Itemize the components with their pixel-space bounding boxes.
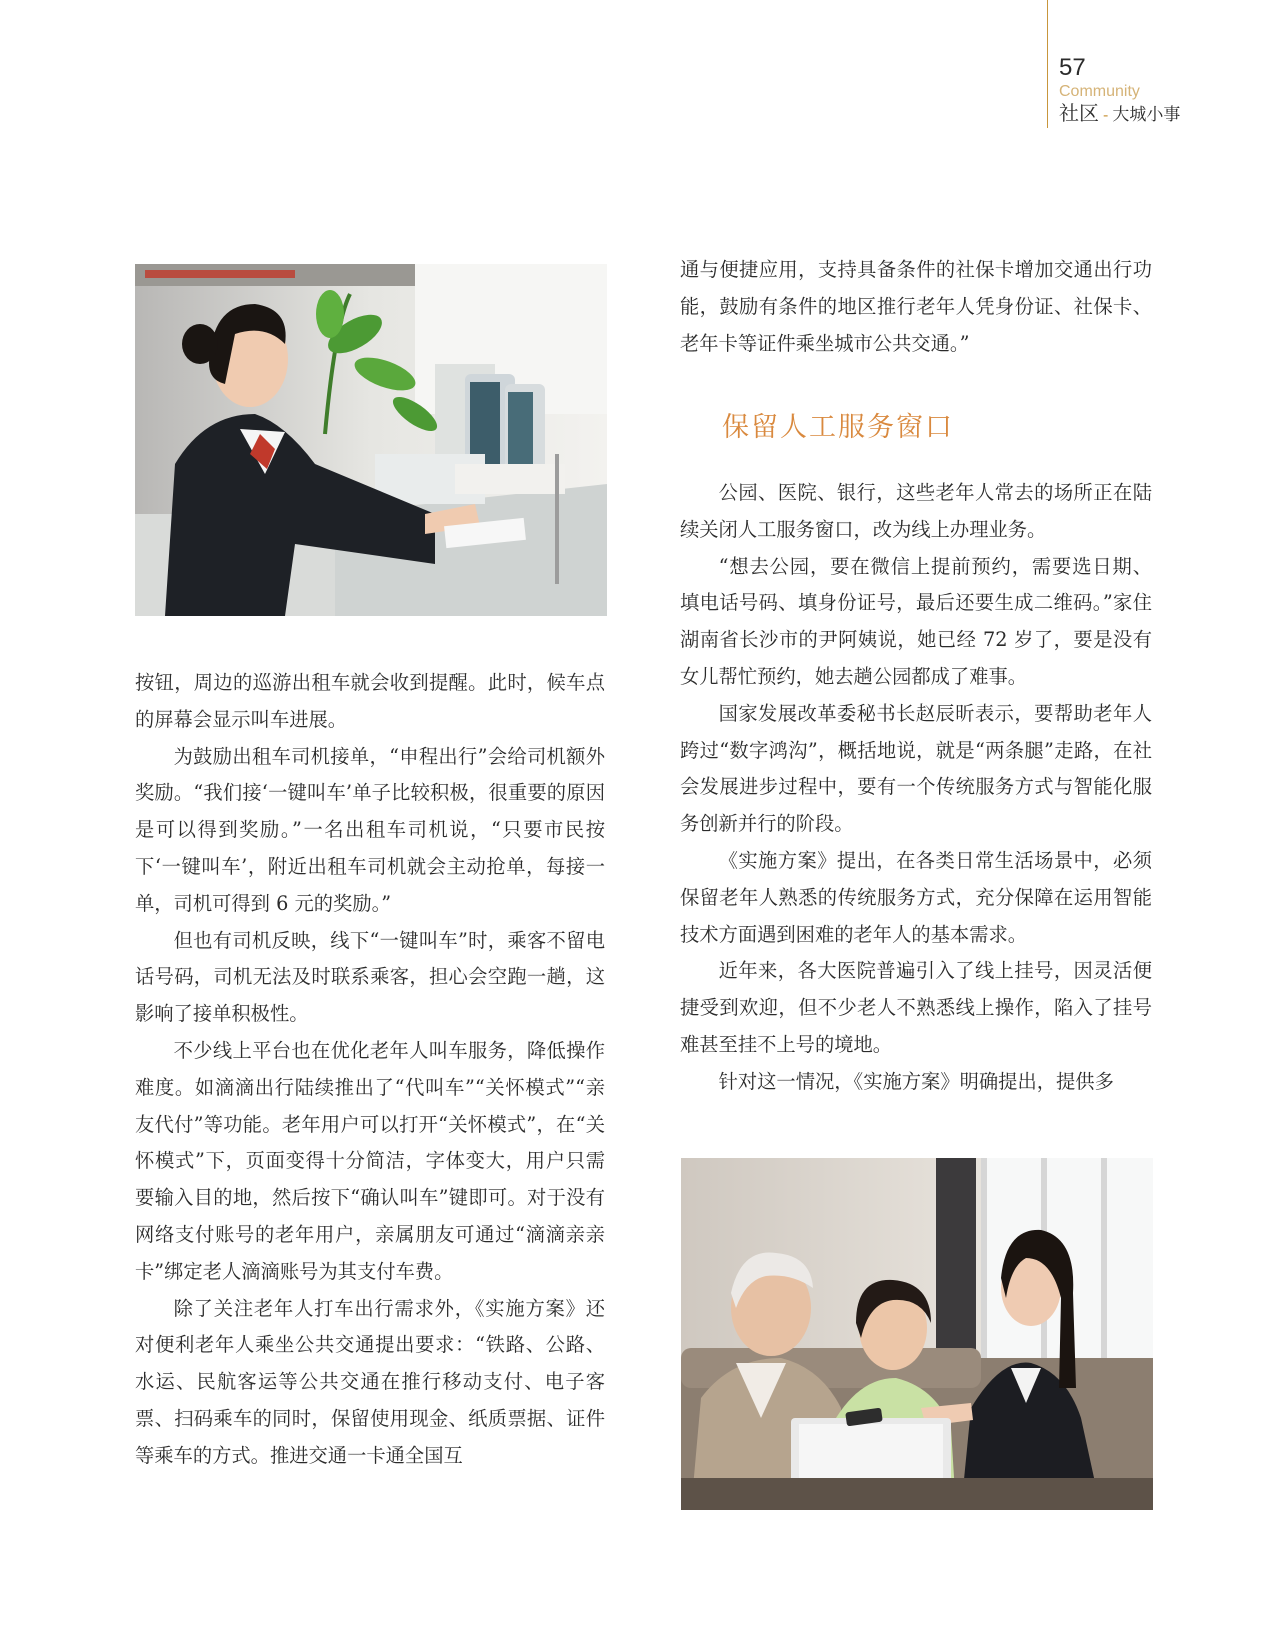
right-column [680,475,1152,1101]
left-paragraph-2: 为鼓励出租车司机接单，“申程出行”会给司机额外奖励。“我们接‘一键叫车’单子比较积极，很重要的原因是可以得到奖励。”一名出租车司机说，“只要市民按下‘一键叫车’，附近出租车司机就会主动抢单，每接一单，司机可得到 6 元的奖励。” [135,744,605,915]
column-name: 大城小事 [1112,105,1181,124]
left-paragraph-3: 但也有司机反映，线下“一键叫车”时，乘客不留电话号码，司机无法及时联系乘客，担心会空跑一趟，这影响了接单积极性。 [135,928,605,1026]
photo-bank-clerk [135,264,607,616]
right-paragraph-3: 国家发展改革委秘书长赵辰昕表示，要帮助老年人跨过“数字鸿沟”，概括地说，就是“两条腿”走路，在社会发展进步过程中，要有一个传统服务方式与智能化服务创新并行的阶段。 [680,701,1152,836]
photo-elderly-couple [681,1158,1153,1510]
right-paragraph-5: 近年来，各大医院普遍引入了线上挂号，因灵活便捷受到欢迎，但不少老人不熟悉线上操作，陷入了挂号难甚至挂不上号的境地。 [680,959,1152,1056]
left-paragraph-5: 除了关注老年人打车出行需求外，《实施方案》还对便利老年人乘坐公共交通提出要求：“铁路、公路、水运、民航客运等公共交通在推行移动支付、电子客票、扫码乘车的同时，保留使用现金、纸质票据、证件等乘车的方式。推进交通一卡通全国互 [135,1296,605,1467]
left-paragraph-4: 不少线上平台也在优化老年人叫车服务，降低操作难度。如滴滴出行陆续推出了“代叫车”“关怀模式”“亲友代付”等功能。老年用户可以打开“关怀模式”，在“关怀模式”下，页面变得十分简洁，字体变大，用户只需要输入目的地，然后按下“确认叫车”键即可。对于没有网络支付账号的老年用户，亲属朋友可通过“滴滴亲亲卡”绑定老人滴滴账号为其支付车费。 [135,1038,605,1283]
left-column [135,665,605,1475]
page-number: 57 [1059,54,1086,81]
left-paragraph-1: 按钮，周边的巡游出租车就会收到提醒。此时，候车点的屏幕会显示叫车进展。 [135,671,605,731]
right-paragraph-6: 针对这一情况，《实施方案》明确提出，提供多 [718,1069,1114,1093]
category-line [1059,104,1180,124]
right-paragraph-1: 公园、医院、银行，这些老年人常去的场所正在陆续关闭人工服务窗口，改为线上办理业务。 [680,481,1152,541]
right-paragraph-continuation: 通与便捷应用，支持具备条件的社保卡增加交通出行功能，鼓励有条件的地区推行老年人凭身份证、社保卡、老年卡等证件乘坐城市公共交通。” [680,258,1152,355]
page-header [1047,0,1270,128]
header-rule [1047,0,1048,128]
category-separator: - [1103,107,1109,124]
right-paragraph-2: “想去公园，要在微信上提前预约，需要选日期、填电话号码、填身份证号，最后还要生成二维码。”家住湖南省长沙市的尹阿姨说，她已经 72 岁了，要是没有女儿帮忙预约，她去趟公园都成了难事。 [680,554,1152,688]
section-title: 保留人工服务窗口 [722,412,954,442]
category-cn: 社区 [1059,103,1099,125]
right-column-top [680,252,1152,362]
category-en: Community [1059,83,1140,100]
right-paragraph-4: 《实施方案》提出，在各类日常生活场景中，必须保留老年人熟悉的传统服务方式，充分保障在运用智能技术方面遇到困难的老年人的基本需求。 [680,848,1152,946]
